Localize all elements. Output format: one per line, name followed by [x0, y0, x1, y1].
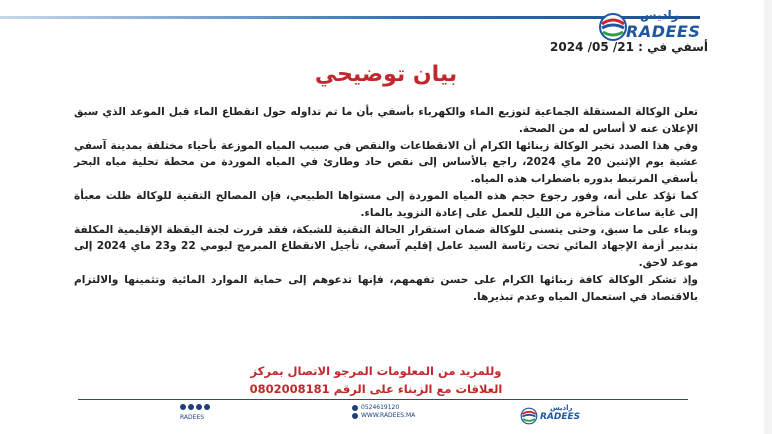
phone-icon — [352, 405, 358, 411]
footer-rule — [78, 399, 688, 400]
body-paragraph-3: كما تؤكد على أنه، وفور رجوع حجم هذه المياه الموردة إلى مستواها الطبيعي، فإن المصالح التقنية للوكالة ظلت معبأة إلى غاية ساعات متأخرة من الليل للعمل على إعادة التزويد بالماء. — [74, 189, 698, 219]
x-icon — [204, 404, 210, 410]
footer-website: WWW.RADEES.MA — [361, 412, 416, 419]
instagram-icon — [188, 404, 194, 410]
globe-icon — [352, 413, 358, 419]
footer-contact — [352, 404, 415, 420]
body-paragraph-2: وفي هذا الصدد تخبر الوكالة زبنائها الكرام أن الانقطاعات والنقص في صبيب المياه الموزعة بأحياء مختلفة بمدينة آسفي عشية يوم الإثنين 20 ماي 2024، راجع بالأساس إلى نقص حاد وطارئ في المياه الموردة من محطة تحلية مياه البحر بأسفي المرتبط بدوره باضطراب هذه المياه. — [74, 139, 699, 186]
body-paragraph-4: وبناء على ما سبق، وحتى يتسنى للوكالة ضمان استقرار الحالة التقنية للشبكة، فقد قررت لجنة اليقظة الإقليمية المكلفة بتدبير أزمة الإجهاد المائي تحت رئاسة السيد عامل إقليم آسفي، تأجيل الانقطاع المبرمج ليومي 22 و23 ماي 2024 إلى موعد لاحق. — [74, 223, 699, 270]
contact-line-1: وللمزيد من المعلومات المرجو الاتصال بمركز — [250, 364, 502, 378]
document-title: بيان توضيحي — [314, 62, 458, 87]
facebook-icon — [180, 404, 186, 410]
footer-logo-mark — [520, 407, 538, 425]
footer-social — [180, 404, 212, 421]
body-paragraph-1: تعلن الوكالة المستقلة الجماعية لتوزيع الماء والكهرباء بأسفي بأن ما تم تداوله حول انقطاع الماء قبل الموعد الذي سبق الإعلان عنه لا أساس له من الصحة. — [74, 106, 698, 135]
page-edge — [764, 0, 772, 434]
contact-note — [186, 362, 566, 398]
social-icons — [180, 404, 212, 412]
social-handle: RADEES — [180, 414, 205, 421]
footer-logo-latin: RADEES — [540, 412, 581, 422]
footer-logo-arabic: راديس — [550, 404, 573, 412]
header-rule — [0, 16, 700, 19]
footer — [0, 402, 772, 434]
radees-logo-mark — [598, 12, 628, 42]
body-paragraph-5: وإذ تشكر الوكالة كافة زبنائها الكرام على حسن تفهمهم، فإنها تدعوهم إلى حماية الموارد المائية وتثمينها والالتزام بالاقتصاد في استعمال المياه وعدم تبذيرها. — [74, 273, 698, 303]
logo-latin-text: RADEES — [626, 22, 701, 41]
document-body — [74, 104, 698, 306]
radees-logo — [598, 8, 701, 44]
logo-arabic-text: راديس — [640, 8, 679, 22]
document-date: أسفي في : 21/ 05/ 2024 — [550, 40, 708, 54]
youtube-icon — [196, 404, 202, 410]
footer-logo — [520, 404, 586, 428]
contact-line-2: العلاقات مع الزبناء على الرقم 0802008181 — [249, 382, 503, 396]
footer-phone: 0524619120 — [361, 404, 400, 411]
